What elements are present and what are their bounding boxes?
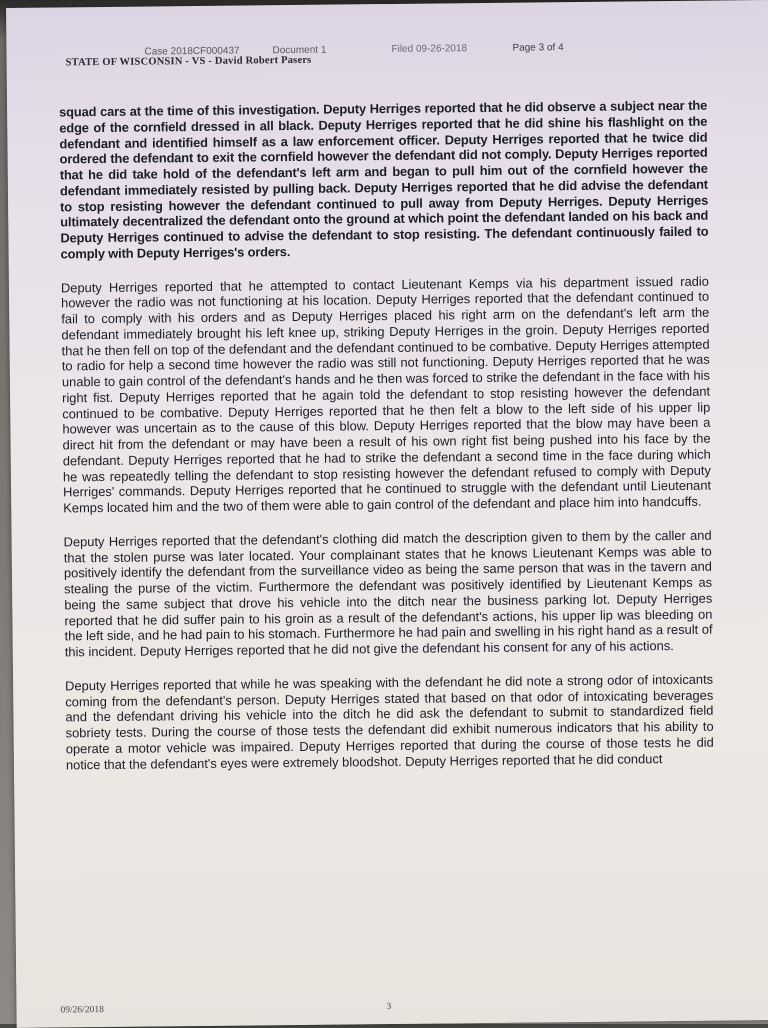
filed-date-stamp: Filed 09-26-2018 xyxy=(391,43,468,55)
paragraph-sobriety-tests: Deputy Herriges reported that while he was speaking with the defendant he did note a strong odor of intoxicants coming from the defendant's person. Deputy Herriges stated that based on that odor of intoxicating beverages and the defendant driving his vehicle into the ditch he did ask the defendant to submit to standardized field sobriety tests. During the course of those tests the defendant did exhibit numerous indicators that his ability to operate a motor vehicle was impaired. Deputy Herriges reported that during the course of those tests he did notice that the defendant's eyes were extremely bloodshot. Deputy Herriges reported that he did conduct xyxy=(65,671,714,772)
case-number-stamp: Case 2018CF000437 xyxy=(144,45,240,58)
footer-page-number: 3 xyxy=(386,1002,392,1013)
document-footer xyxy=(60,999,720,1016)
paragraph-resisting: squad cars at the time of this investigation. Deputy Herriges reported that he did observe a subject near the edge of the cornfield dressed in all black. Deputy Herriges reported that he did shine his flashlight on the defendant and identified himself as a law enforcement officer. Deputy Herriges reported that he twice did ordered the defendant to exit the cornfield however the defendant did not comply. Deputy Herriges reported that he did take hold of the defendant's left arm and began to pull him out of the cornfield however the defendant immediately resisted by pulling back. Deputy Herriges reported that he did advise the defendant to stop resisting however the defendant continued to pull away from Deputy Herriges. Deputy Herriges ultimately decentralized the defendant onto the ground at which point the defendant landed on his back and Deputy Herriges continued to advise the defendant to stop resisting. The defendant continuously failed to comply with Deputy Herriges's orders. xyxy=(59,97,709,262)
page-count-stamp: Page 3 of 4 xyxy=(512,42,564,54)
document-page xyxy=(6,0,768,1028)
case-caption: STATE OF WISCONSIN - VS - David Robert Pasers xyxy=(65,54,312,69)
paragraph-struggle: Deputy Herriges reported that he attempted to contact Lieutenant Kemps via his department issued radio however the radio was not functioning at his location. Deputy Herriges reported that the defendant continued to fail to comply with his orders and as Deputy Herriges placed his right arm on the defendant's left arm the defendant immediately brought his left knee up, striking Deputy Herriges in the groin. Deputy Herriges reported that he then fell on top of the defendant and the defendant continued to be combative. Deputy Herriges attempted to radio for help a second time however the radio was still not functioning. Deputy Herriges reported that he was unable to gain control of the defendant's hands and he then was forced to strike the defendant in the face with his right fist. Deputy Herriges reported that he again told the defendant to stop resisting however the defendant continued to be combative. Deputy Herriges reported that he then felt a blow to the left side of his upper lip however was uncertain as to the cause of this blow. Deputy Herriges reported that the blow may have been a direct hit from the defendant or may have been a result of his own right fist being pushed into his face by the defendant. Deputy Herriges reported that he had to strike the defendant a second time in the face during which he was repeatedly telling the defendant to stop resisting however the defendant refused to comply with Deputy Herriges' commands. Deputy Herriges reported that he continued to struggle with the defendant until Lieutenant Kemps located him and the two of them were able to gain control of the defendant and place him into handcuffs. xyxy=(60,273,712,516)
document-number-stamp: Document 1 xyxy=(272,44,327,57)
footer-date: 09/26/2018 xyxy=(60,1005,104,1016)
complaint-body xyxy=(59,98,714,791)
paragraph-identification: Deputy Herriges reported that the defendant's clothing did match the description given to them by the caller and that the stolen purse was later located. Your complainant states that he knows Lieutenant Kemps was able to positively identify the defendant from the surveillance video as being the same person that was in the tavern and stealing the purse of the victim. Furthermore the defendant was positively identified by Lieutenant Kemps as being the same subject that drove his vehicle into the ditch near the business parking lot. Deputy Herriges reported that he did suffer pain to his groin as a result of the defendant's actions, his upper lip was bleeding on the left side, and he had pain to his stomach. Furthermore he had pain and swelling in his right hand as a result of this incident. Deputy Herriges reported that he did not give the defendant his consent for any of his actions. xyxy=(63,527,713,660)
document-header xyxy=(34,38,734,75)
